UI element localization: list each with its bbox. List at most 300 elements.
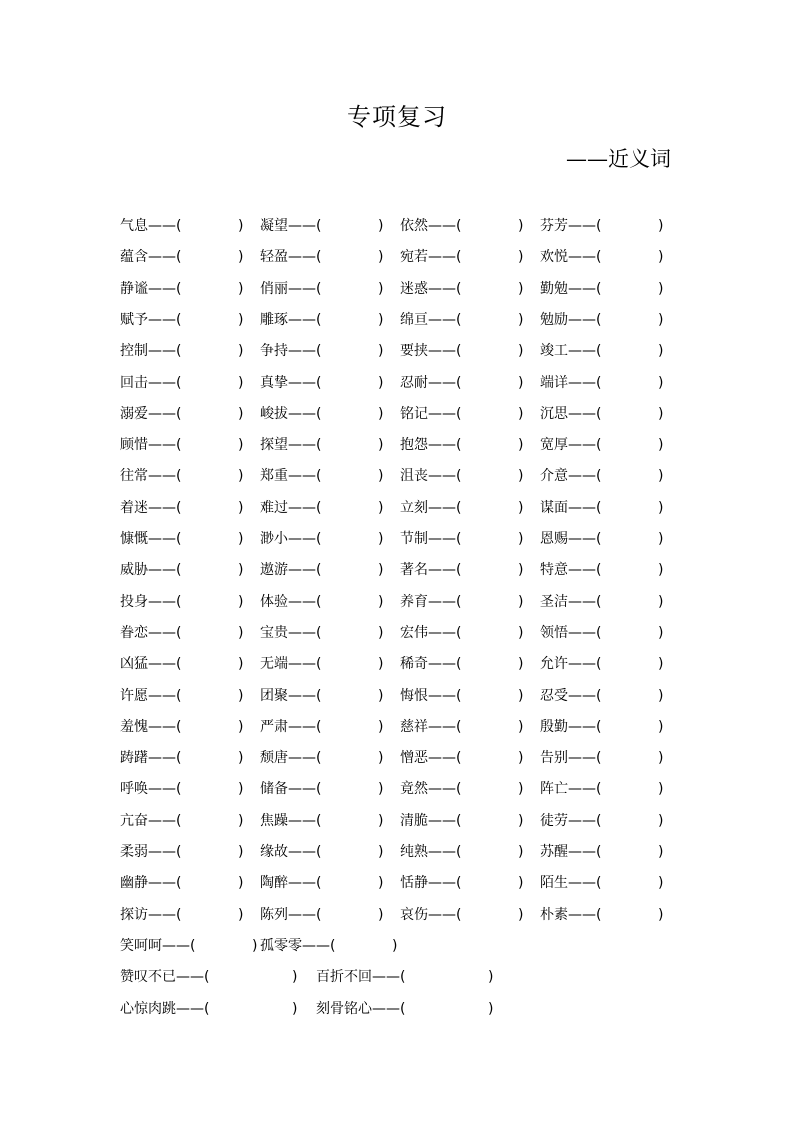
synonym-item <box>400 687 524 705</box>
word-label: 竟然 <box>400 781 428 797</box>
answer-blank-close-paren: ) <box>292 1001 298 1017</box>
answer-blank-close-paren: ) <box>238 781 244 797</box>
answer-blank-close-paren: ) <box>518 875 524 891</box>
dash-open-paren: ——( <box>148 531 182 547</box>
dash-open-paren: ——( <box>148 468 182 484</box>
answer-blank-close-paren: ) <box>378 781 384 797</box>
word-label: 探访 <box>120 907 148 923</box>
word-label: 恩赐 <box>540 531 568 547</box>
answer-blank-close-paren: ) <box>378 907 384 923</box>
dash-open-paren: ——( <box>568 781 602 797</box>
dash-open-paren: ——( <box>288 875 322 891</box>
dash-open-paren: ——( <box>568 813 602 829</box>
word-label: 团聚 <box>260 688 288 704</box>
answer-blank-close-paren: ) <box>238 312 244 328</box>
synonym-item <box>540 749 664 767</box>
word-label: 恬静 <box>400 875 428 891</box>
dash-open-paren: ——( <box>288 531 322 547</box>
synonym-item <box>120 655 244 673</box>
synonym-item <box>120 436 244 454</box>
dash-open-paren: ——( <box>148 813 182 829</box>
synonym-item <box>120 687 244 705</box>
synonym-item <box>400 843 524 861</box>
synonym-item <box>540 374 664 392</box>
answer-blank-close-paren: ) <box>488 969 494 985</box>
synonym-item <box>400 655 524 673</box>
dash-open-paren: ——( <box>148 437 182 453</box>
dash-open-paren: ——( <box>428 625 462 641</box>
synonym-item <box>540 593 664 611</box>
answer-blank-close-paren: ) <box>658 468 664 484</box>
synonym-item <box>120 280 244 298</box>
dash-open-paren: ——( <box>568 218 602 234</box>
dash-open-paren: ——( <box>288 500 322 516</box>
answer-blank-close-paren: ) <box>238 500 244 516</box>
word-label: 绵亘 <box>400 312 428 328</box>
dash-open-paren: ——( <box>568 281 602 297</box>
dash-open-paren: ——( <box>428 343 462 359</box>
dash-open-paren: ——( <box>568 875 602 891</box>
answer-blank-close-paren: ) <box>518 249 524 265</box>
word-label: 许愿 <box>120 688 148 704</box>
answer-blank-close-paren: ) <box>658 813 664 829</box>
answer-blank-close-paren: ) <box>658 625 664 641</box>
word-label: 欢悦 <box>540 249 568 265</box>
synonym-item <box>260 311 384 329</box>
answer-blank-close-paren: ) <box>392 938 398 954</box>
synonym-item <box>260 530 384 548</box>
answer-blank-close-paren: ) <box>238 656 244 672</box>
word-label: 静谧 <box>120 281 148 297</box>
dash-open-paren: ——( <box>148 625 182 641</box>
answer-blank-close-paren: ) <box>658 562 664 578</box>
word-label: 储备 <box>260 781 288 797</box>
word-label: 阵亡 <box>540 781 568 797</box>
synonym-item <box>540 342 664 360</box>
synonym-item <box>260 937 398 955</box>
word-label: 陈列 <box>260 907 288 923</box>
answer-blank-close-paren: ) <box>378 813 384 829</box>
synonym-item <box>260 248 384 266</box>
answer-blank-close-paren: ) <box>238 343 244 359</box>
word-label: 特意 <box>540 562 568 578</box>
answer-blank-close-paren: ) <box>518 625 524 641</box>
dash-open-paren: ——( <box>288 656 322 672</box>
answer-blank-close-paren: ) <box>378 249 384 265</box>
answer-blank-close-paren: ) <box>658 781 664 797</box>
dash-open-paren: ——( <box>428 437 462 453</box>
answer-blank-close-paren: ) <box>238 625 244 641</box>
answer-blank-close-paren: ) <box>518 562 524 578</box>
word-label: 圣洁 <box>540 594 568 610</box>
answer-blank-close-paren: ) <box>658 688 664 704</box>
word-label: 稀奇 <box>400 656 428 672</box>
dash-open-paren: ——( <box>428 468 462 484</box>
dash-open-paren: ——( <box>288 688 322 704</box>
answer-blank-close-paren: ) <box>378 719 384 735</box>
word-label: 心惊肉跳 <box>120 1001 176 1017</box>
synonym-item <box>400 217 524 235</box>
word-label: 赋予 <box>120 312 148 328</box>
synonym-item <box>260 687 384 705</box>
word-label: 领悟 <box>540 625 568 641</box>
answer-blank-close-paren: ) <box>238 281 244 297</box>
dash-open-paren: ——( <box>428 750 462 766</box>
answer-blank-close-paren: ) <box>378 875 384 891</box>
answer-blank-close-paren: ) <box>238 218 244 234</box>
dash-open-paren: ——( <box>288 781 322 797</box>
synonym-item <box>540 217 664 235</box>
synonym-item <box>260 812 384 830</box>
synonym-item <box>400 718 524 736</box>
synonym-item <box>400 874 524 892</box>
dash-open-paren: ——( <box>428 813 462 829</box>
synonym-item <box>260 718 384 736</box>
word-label: 允许 <box>540 656 568 672</box>
word-label: 介意 <box>540 468 568 484</box>
word-label: 陶醉 <box>260 875 288 891</box>
synonym-item <box>260 374 384 392</box>
answer-blank-close-paren: ) <box>238 531 244 547</box>
word-label: 哀伤 <box>400 907 428 923</box>
answer-blank-close-paren: ) <box>238 406 244 422</box>
synonym-item <box>260 843 384 861</box>
word-label: 宝贵 <box>260 625 288 641</box>
dash-open-paren: ——( <box>288 218 322 234</box>
synonym-item <box>260 561 384 579</box>
answer-blank-close-paren: ) <box>518 750 524 766</box>
synonym-item <box>540 624 664 642</box>
synonym-item <box>260 499 384 517</box>
synonym-item <box>260 593 384 611</box>
answer-blank-close-paren: ) <box>518 437 524 453</box>
dash-open-paren: ——( <box>568 343 602 359</box>
dash-open-paren: ——( <box>148 406 182 422</box>
answer-blank-close-paren: ) <box>658 875 664 891</box>
dash-open-paren: ——( <box>176 1001 210 1017</box>
word-label: 遨游 <box>260 562 288 578</box>
word-label: 峻拔 <box>260 406 288 422</box>
dash-open-paren: ——( <box>148 875 182 891</box>
synonym-item <box>260 436 384 454</box>
synonym-item <box>400 499 524 517</box>
synonym-item <box>540 718 664 736</box>
synonym-item <box>260 280 384 298</box>
synonym-item <box>120 499 244 517</box>
answer-blank-close-paren: ) <box>518 531 524 547</box>
word-label: 往常 <box>120 468 148 484</box>
dash-open-paren: ——( <box>148 343 182 359</box>
synonym-item <box>540 436 664 454</box>
dash-open-paren: ——( <box>372 969 406 985</box>
word-label: 芬芳 <box>540 218 568 234</box>
synonym-item <box>400 530 524 548</box>
synonym-item <box>540 780 664 798</box>
answer-blank-close-paren: ) <box>518 218 524 234</box>
synonym-item <box>260 342 384 360</box>
dash-open-paren: ——( <box>302 938 336 954</box>
word-label: 轻盈 <box>260 249 288 265</box>
dash-open-paren: ——( <box>428 875 462 891</box>
synonym-item <box>400 812 524 830</box>
word-label: 苏醒 <box>540 844 568 860</box>
answer-blank-close-paren: ) <box>378 468 384 484</box>
dash-open-paren: ——( <box>568 750 602 766</box>
word-label: 体验 <box>260 594 288 610</box>
answer-blank-close-paren: ) <box>658 750 664 766</box>
synonym-item <box>120 749 244 767</box>
dash-open-paren: ——( <box>568 531 602 547</box>
answer-blank-close-paren: ) <box>658 218 664 234</box>
dash-open-paren: ——( <box>162 938 196 954</box>
synonym-item <box>400 311 524 329</box>
dash-open-paren: ——( <box>288 562 322 578</box>
synonym-item <box>260 624 384 642</box>
dash-open-paren: ——( <box>568 594 602 610</box>
answer-blank-close-paren: ) <box>518 468 524 484</box>
synonym-item <box>120 311 244 329</box>
word-label: 宛若 <box>400 249 428 265</box>
dash-open-paren: ——( <box>288 343 322 359</box>
dash-open-paren: ——( <box>148 375 182 391</box>
answer-blank-close-paren: ) <box>238 468 244 484</box>
answer-blank-close-paren: ) <box>658 907 664 923</box>
dash-open-paren: ——( <box>288 468 322 484</box>
answer-blank-close-paren: ) <box>378 594 384 610</box>
answer-blank-close-paren: ) <box>518 719 524 735</box>
answer-blank-close-paren: ) <box>518 688 524 704</box>
word-label: 忍耐 <box>400 375 428 391</box>
word-label: 蕴含 <box>120 249 148 265</box>
answer-blank-close-paren: ) <box>518 907 524 923</box>
dash-open-paren: ——( <box>568 437 602 453</box>
word-label: 赞叹不已 <box>120 969 176 985</box>
answer-blank-close-paren: ) <box>518 500 524 516</box>
word-label: 竣工 <box>540 343 568 359</box>
answer-blank-close-paren: ) <box>658 281 664 297</box>
word-label: 凶猛 <box>120 656 148 672</box>
word-label: 亢奋 <box>120 813 148 829</box>
synonym-item <box>400 561 524 579</box>
word-label: 要挟 <box>400 343 428 359</box>
answer-blank-close-paren: ) <box>378 750 384 766</box>
synonym-item <box>120 405 244 423</box>
word-label: 端详 <box>540 375 568 391</box>
dash-open-paren: ——( <box>428 531 462 547</box>
answer-blank-close-paren: ) <box>238 907 244 923</box>
answer-blank-close-paren: ) <box>658 312 664 328</box>
word-label: 谋面 <box>540 500 568 516</box>
word-label: 争持 <box>260 343 288 359</box>
answer-blank-close-paren: ) <box>518 813 524 829</box>
dash-open-paren: ——( <box>568 468 602 484</box>
word-label: 柔弱 <box>120 844 148 860</box>
synonym-item <box>400 436 524 454</box>
dash-open-paren: ——( <box>568 249 602 265</box>
dash-open-paren: ——( <box>148 249 182 265</box>
answer-blank-close-paren: ) <box>238 844 244 860</box>
word-label: 纯熟 <box>400 844 428 860</box>
answer-blank-close-paren: ) <box>238 375 244 391</box>
synonym-item <box>260 874 384 892</box>
word-label: 严肃 <box>260 719 288 735</box>
answer-blank-close-paren: ) <box>238 875 244 891</box>
dash-open-paren: ——( <box>148 719 182 735</box>
dash-open-paren: ——( <box>288 437 322 453</box>
dash-open-paren: ——( <box>288 406 322 422</box>
dash-open-paren: ——( <box>428 781 462 797</box>
dash-open-paren: ——( <box>568 688 602 704</box>
answer-blank-close-paren: ) <box>378 625 384 641</box>
synonym-item <box>260 405 384 423</box>
synonym-item <box>400 405 524 423</box>
answer-blank-close-paren: ) <box>378 531 384 547</box>
dash-open-paren: ——( <box>148 594 182 610</box>
dash-open-paren: ——( <box>148 500 182 516</box>
dash-open-paren: ——( <box>176 969 210 985</box>
answer-blank-close-paren: ) <box>658 531 664 547</box>
dash-open-paren: ——( <box>288 249 322 265</box>
synonym-item <box>120 718 244 736</box>
word-label: 立刻 <box>400 500 428 516</box>
synonym-item <box>260 780 384 798</box>
word-label: 呼唤 <box>120 781 148 797</box>
word-label: 依然 <box>400 218 428 234</box>
answer-blank-close-paren: ) <box>518 406 524 422</box>
dash-open-paren: ——( <box>428 406 462 422</box>
word-label: 顾惜 <box>120 437 148 453</box>
answer-blank-close-paren: ) <box>658 375 664 391</box>
answer-blank-close-paren: ) <box>378 375 384 391</box>
answer-blank-close-paren: ) <box>518 312 524 328</box>
synonym-item <box>120 217 244 235</box>
dash-open-paren: ——( <box>148 750 182 766</box>
answer-blank-close-paren: ) <box>378 688 384 704</box>
answer-blank-close-paren: ) <box>518 844 524 860</box>
answer-blank-close-paren: ) <box>658 406 664 422</box>
dash-open-paren: ——( <box>148 281 182 297</box>
word-label: 百折不回 <box>316 969 372 985</box>
word-label: 眷恋 <box>120 625 148 641</box>
dash-open-paren: ——( <box>288 312 322 328</box>
dash-open-paren: ——( <box>428 656 462 672</box>
synonym-item <box>120 874 244 892</box>
answer-blank-close-paren: ) <box>252 938 258 954</box>
dash-open-paren: ——( <box>428 375 462 391</box>
dash-open-paren: ——( <box>288 594 322 610</box>
word-label: 沉思 <box>540 406 568 422</box>
dash-open-paren: ——( <box>568 656 602 672</box>
dash-open-paren: ——( <box>428 500 462 516</box>
word-label: 告别 <box>540 750 568 766</box>
dash-open-paren: ——( <box>568 844 602 860</box>
word-label: 沮丧 <box>400 468 428 484</box>
dash-open-paren: ——( <box>428 249 462 265</box>
answer-blank-close-paren: ) <box>378 406 384 422</box>
answer-blank-close-paren: ) <box>378 218 384 234</box>
answer-blank-close-paren: ) <box>658 343 664 359</box>
answer-blank-close-paren: ) <box>238 249 244 265</box>
synonym-item <box>120 906 244 924</box>
dash-open-paren: ——( <box>148 907 182 923</box>
answer-blank-close-paren: ) <box>378 656 384 672</box>
synonym-item <box>540 687 664 705</box>
word-label: 颓唐 <box>260 750 288 766</box>
dash-open-paren: ——( <box>428 218 462 234</box>
dash-open-paren: ——( <box>568 562 602 578</box>
answer-blank-close-paren: ) <box>658 594 664 610</box>
answer-blank-close-paren: ) <box>518 781 524 797</box>
dash-open-paren: ——( <box>568 312 602 328</box>
synonym-item <box>120 593 244 611</box>
dash-open-paren: ——( <box>148 562 182 578</box>
word-label: 羞愧 <box>120 719 148 735</box>
page-title: 专项复习 <box>347 103 447 131</box>
synonym-item <box>400 593 524 611</box>
word-label: 刻骨铭心 <box>316 1001 372 1017</box>
dash-open-paren: ——( <box>148 656 182 672</box>
word-label: 慷慨 <box>120 531 148 547</box>
answer-blank-close-paren: ) <box>238 562 244 578</box>
word-label: 节制 <box>400 531 428 547</box>
synonym-item <box>120 248 244 266</box>
word-label: 雕琢 <box>260 312 288 328</box>
answer-blank-close-paren: ) <box>238 688 244 704</box>
dash-open-paren: ——( <box>288 375 322 391</box>
word-label: 投身 <box>120 594 148 610</box>
answer-blank-close-paren: ) <box>378 500 384 516</box>
answer-blank-close-paren: ) <box>378 844 384 860</box>
word-label: 缘故 <box>260 844 288 860</box>
synonym-item <box>400 467 524 485</box>
idiom-item <box>120 968 298 986</box>
answer-blank-close-paren: ) <box>238 594 244 610</box>
dash-open-paren: ——( <box>428 688 462 704</box>
word-label: 踌躇 <box>120 750 148 766</box>
answer-blank-close-paren: ) <box>518 594 524 610</box>
synonym-item <box>120 530 244 548</box>
word-label: 探望 <box>260 437 288 453</box>
dash-open-paren: ——( <box>428 844 462 860</box>
word-label: 徒劳 <box>540 813 568 829</box>
dash-open-paren: ——( <box>288 625 322 641</box>
word-label: 俏丽 <box>260 281 288 297</box>
dash-open-paren: ——( <box>428 312 462 328</box>
answer-blank-close-paren: ) <box>518 343 524 359</box>
synonym-item <box>120 342 244 360</box>
answer-blank-close-paren: ) <box>238 750 244 766</box>
word-label: 陌生 <box>540 875 568 891</box>
dash-open-paren: ——( <box>428 907 462 923</box>
word-label: 溺爱 <box>120 406 148 422</box>
synonym-item <box>260 906 384 924</box>
answer-blank-close-paren: ) <box>658 437 664 453</box>
word-label: 悔恨 <box>400 688 428 704</box>
word-label: 真挚 <box>260 375 288 391</box>
word-label: 朴素 <box>540 907 568 923</box>
synonym-item <box>120 467 244 485</box>
answer-blank-close-paren: ) <box>238 437 244 453</box>
synonym-item <box>400 780 524 798</box>
synonym-item <box>120 937 258 955</box>
dash-open-paren: ——( <box>148 781 182 797</box>
word-label: 威胁 <box>120 562 148 578</box>
word-label: 慈祥 <box>400 719 428 735</box>
dash-open-paren: ——( <box>288 844 322 860</box>
synonym-item <box>120 812 244 830</box>
word-label: 殷勤 <box>540 719 568 735</box>
synonym-item <box>400 906 524 924</box>
